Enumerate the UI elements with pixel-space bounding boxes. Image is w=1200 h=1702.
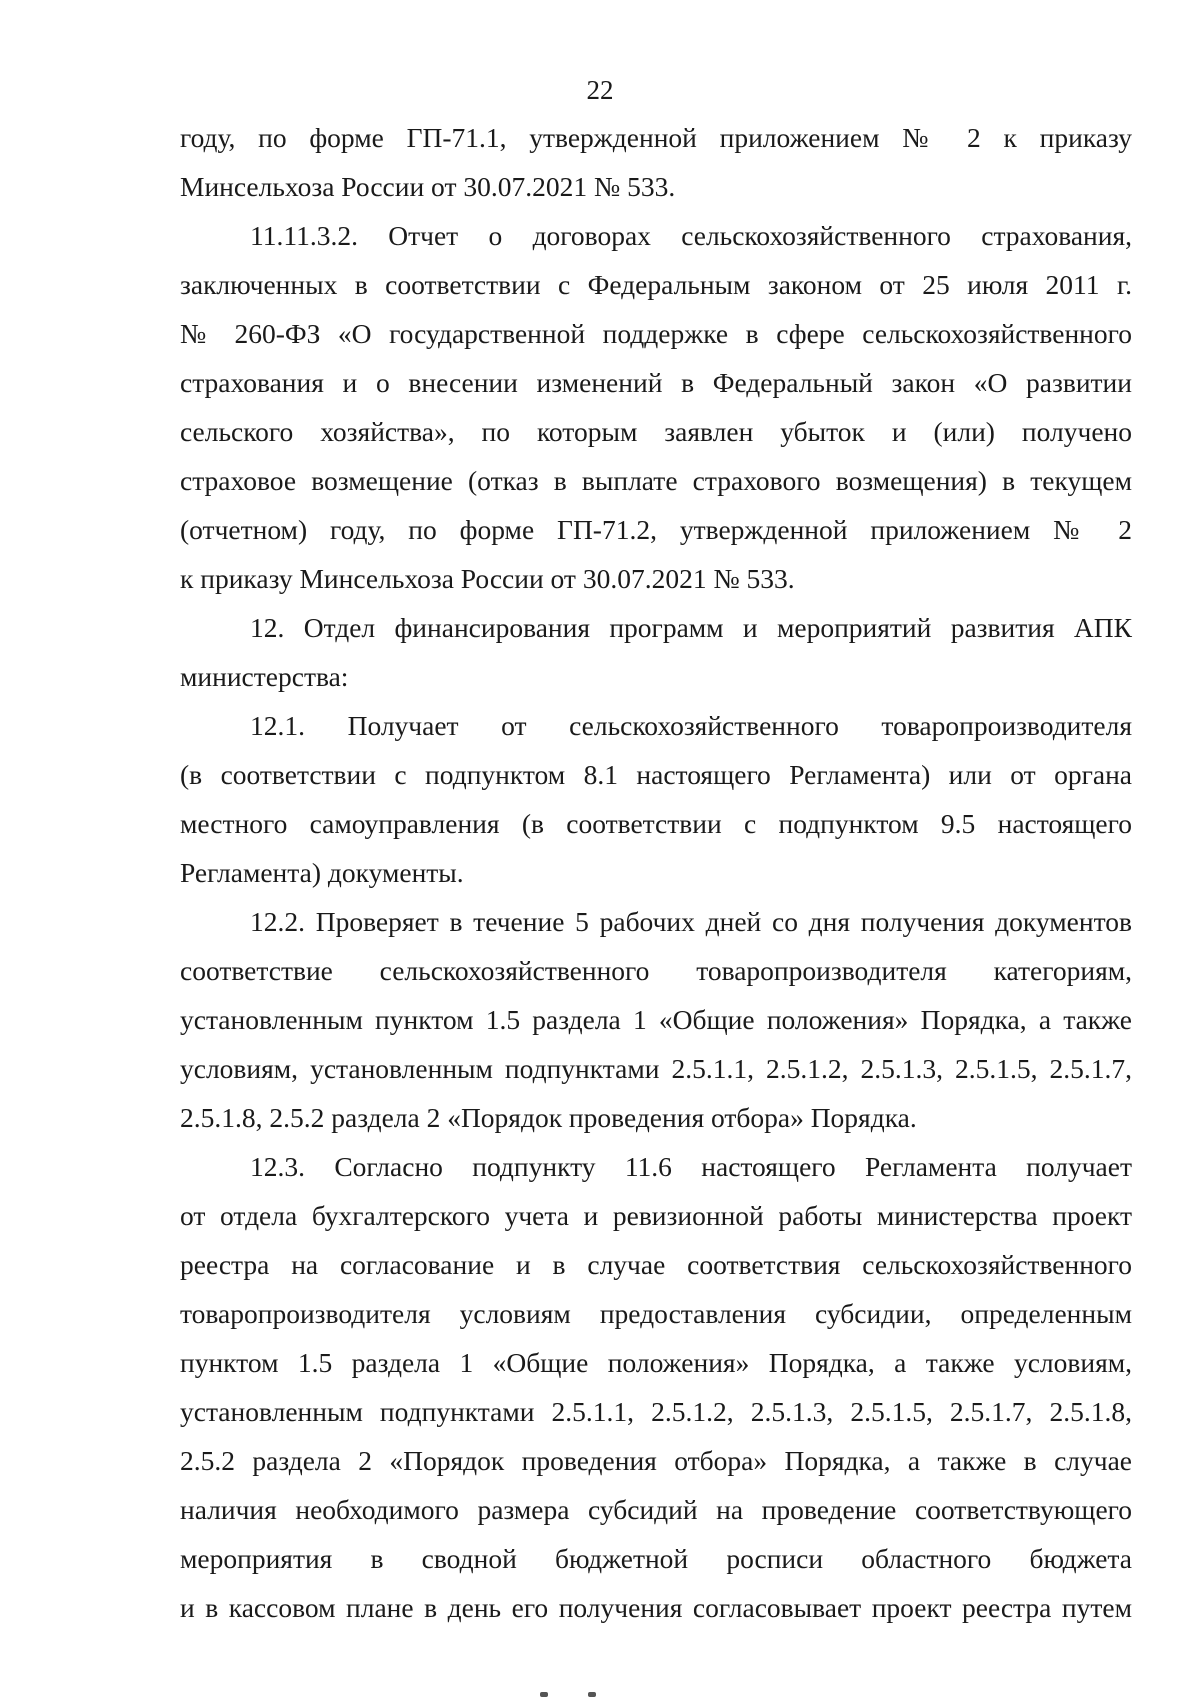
text-line: 12.2. Проверяет в течение 5 рабочих дней со дня получения документов	[250, 906, 1132, 937]
text-line: установленным подпунктами 2.5.1.1, 2.5.1.2, 2.5.1.3, 2.5.1.5, 2.5.1.7, 2.5.1.8,	[180, 1396, 1132, 1427]
paragraph-continuation	[180, 113, 1132, 211]
text-line: товаропроизводителя условиям предоставления субсидии, определенным	[180, 1298, 1132, 1329]
text-line: от отдела бухгалтерского учета и ревизионной работы министерства проект	[180, 1200, 1132, 1231]
paragraph-12	[180, 603, 1132, 701]
page-number: 22	[586, 75, 614, 105]
text-line: году, по форме ГП-71.1, утвержденной приложением № 2 к приказу	[180, 122, 1132, 153]
text-line: 2.5.2 раздела 2 «Порядок проведения отбора» Порядка, а также в случае	[180, 1445, 1132, 1476]
text-line: 12.3. Согласно подпункту 11.6 настоящего Регламента получает	[250, 1151, 1132, 1182]
text-line: заключенных в соответствии с Федеральным законом от 25 июля 2011 г.	[180, 269, 1132, 300]
text-line: реестра на согласование и в случае соответствия сельскохозяйственного	[180, 1249, 1132, 1280]
text-line: 2.5.1.8, 2.5.2 раздела 2 «Порядок проведения отбора» Порядка.	[180, 1102, 917, 1133]
text-line: страховое возмещение (отказ в выплате страхового возмещения) в текущем	[180, 465, 1132, 496]
text-line: пунктом 1.5 раздела 1 «Общие положения» Порядка, а также условиям,	[180, 1347, 1132, 1378]
paragraph-12-1	[180, 701, 1132, 897]
text-line: местного самоуправления (в соответствии с подпунктом 9.5 настоящего	[180, 808, 1132, 839]
text-line: мероприятия в сводной бюджетной росписи областного бюджета	[180, 1543, 1132, 1574]
text-line: 12. Отдел финансирования программ и мероприятий развития АПК	[250, 612, 1132, 643]
text-line: 11.11.3.2. Отчет о договорах сельскохозяйственного страхования,	[250, 220, 1132, 251]
paragraph-12-3	[180, 1142, 1132, 1632]
paragraph-11-11-3-2	[180, 211, 1132, 603]
text-line: (в соответствии с подпунктом 8.1 настоящего Регламента) или от органа	[180, 759, 1132, 790]
text-line: наличия необходимого размера субсидий на проведение соответствующего	[180, 1494, 1132, 1525]
paragraph-12-2	[180, 897, 1132, 1142]
text-line: (отчетном) году, по форме ГП-71.2, утвержденной приложением № 2	[180, 514, 1132, 545]
scan-artifact	[540, 1684, 670, 1690]
text-line: сельского хозяйства», по которым заявлен убыток и (или) получено	[180, 416, 1132, 447]
text-line: соответствие сельскохозяйственного товаропроизводителя категориям,	[180, 955, 1132, 986]
text-line: условиям, установленным подпунктами 2.5.1.1, 2.5.1.2, 2.5.1.3, 2.5.1.5, 2.5.1.7,	[180, 1053, 1132, 1084]
text-line: Минсельхоза России от 30.07.2021 № 533.	[180, 171, 676, 202]
text-line: Регламента) документы.	[180, 857, 464, 888]
text-line: № 260-ФЗ «О государственной поддержке в сфере сельскохозяйственного	[180, 318, 1132, 349]
text-line: министерства:	[180, 661, 349, 692]
text-line: страхования и о внесении изменений в Федеральный закон «О развитии	[180, 367, 1132, 398]
text-line: к приказу Минсельхоза России от 30.07.2021 № 533.	[180, 563, 795, 594]
text-line: 12.1. Получает от сельскохозяйственного товаропроизводителя	[250, 710, 1132, 741]
document-body	[180, 113, 1132, 1632]
text-line: установленным пунктом 1.5 раздела 1 «Общие положения» Порядка, а также	[180, 1004, 1132, 1035]
text-line: и в кассовом плане в день его получения согласовывает проект реестра путем	[180, 1592, 1132, 1623]
